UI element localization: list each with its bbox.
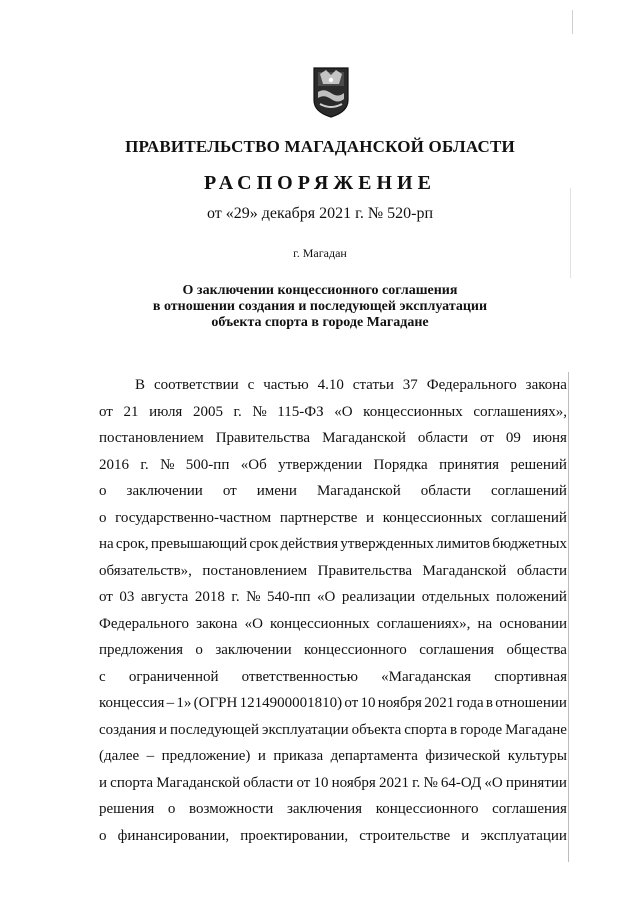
body-word: создания [99, 721, 157, 738]
body-word: 21 [123, 403, 139, 420]
body-line [99, 399, 567, 426]
body-word: отношении [495, 695, 567, 711]
body-line [99, 743, 567, 770]
body-word: – [146, 748, 155, 764]
body-word: на [99, 536, 114, 552]
body-word: в [485, 695, 493, 711]
body-word: основании [499, 615, 567, 632]
body-line [99, 505, 567, 532]
body-word: с [247, 377, 255, 393]
body-word: ноября [331, 774, 376, 791]
body-word: ответственностью [241, 668, 358, 685]
body-word: 64-ОД [440, 774, 482, 791]
body-word: 09 [505, 430, 521, 446]
body-word: 10 [360, 695, 376, 711]
body-word: предложения [99, 642, 184, 658]
body-word: культуры [507, 748, 567, 764]
body-word: от [480, 430, 494, 446]
body-word: 115-ФЗ [277, 403, 324, 420]
scan-edge-line [568, 372, 569, 862]
body-word: от [99, 403, 113, 420]
body-word: 2018 [194, 589, 225, 605]
body-word: № [423, 774, 438, 791]
body-word: заключении [126, 483, 203, 499]
body-word: финансировании, [117, 827, 230, 844]
body-word: года [456, 695, 484, 711]
body-word: и [257, 748, 266, 764]
body-word: в [450, 721, 458, 738]
body-line [99, 717, 567, 744]
body-word: 1» [176, 695, 192, 711]
body-word: и [99, 774, 108, 791]
body-line [99, 584, 567, 611]
body-word: эксплуатации [480, 827, 567, 844]
subject-line: О заключении концессионного соглашения [182, 283, 458, 298]
body-word: г. [412, 774, 421, 791]
body-word: частью [263, 377, 309, 393]
body-line [99, 478, 567, 505]
body-word: возможности [189, 801, 274, 817]
body-word: общества [506, 642, 567, 658]
body-word: заключении [215, 642, 292, 658]
body-word: 2005 [192, 403, 223, 420]
subject-line: объекта спорта в городе Магадане [211, 315, 429, 330]
body-word: 03 [119, 589, 135, 605]
scan-edge-line [572, 10, 573, 34]
body-word: принятии [505, 774, 567, 791]
body-word: имени [256, 483, 297, 499]
body-word: статьи [352, 377, 394, 393]
body-word: бюджетных [492, 536, 567, 552]
body-word: соглашений [490, 509, 567, 526]
document-type: РАСПОРЯЖЕНИЕ [204, 172, 436, 194]
body-word: о [99, 827, 107, 844]
body-word: г. [231, 589, 240, 605]
body-word: концессия [99, 695, 165, 711]
body-word: 10 [313, 774, 329, 791]
body-word: на [477, 615, 493, 632]
body-word: строительстве [359, 827, 451, 844]
body-word: соглашений [490, 483, 567, 499]
body-word: департамента [330, 748, 418, 764]
body-word: В [135, 377, 146, 393]
body-word: решения [99, 801, 155, 817]
body-word: июня [532, 430, 567, 446]
body-word: утвержденных [340, 536, 434, 552]
body-word: объекта [351, 721, 402, 738]
body-word: соглашениях», [473, 403, 567, 420]
body-word: Магаданской [322, 430, 406, 446]
body-word: от [99, 589, 113, 605]
body-word: концессионных [382, 509, 483, 526]
body-word: 1214900001810) [239, 695, 343, 711]
body-line [99, 531, 567, 558]
body-word: о [99, 509, 107, 526]
body-word: концессионных [270, 615, 370, 632]
body-word: реализации [341, 589, 416, 605]
body-word: «Магаданская [381, 668, 472, 685]
body-word: области [516, 562, 567, 579]
body-word: спорта [110, 774, 154, 791]
body-line [99, 558, 567, 585]
body-word: 2021 [378, 774, 409, 791]
body-word: области [417, 430, 469, 446]
body-word: «Об [240, 456, 267, 473]
body-word: «О [244, 615, 263, 632]
subject-line: в отношении создания и последующей эксплуатации [152, 299, 488, 314]
body-word: отдельных [421, 589, 490, 605]
body-word: срок [249, 536, 279, 552]
body-word: июля [149, 403, 183, 420]
body-word: «О [317, 589, 336, 605]
body-word: Правительства [317, 562, 413, 579]
body-word: положений [496, 589, 567, 605]
body-word: августа [140, 589, 189, 605]
body-word: спорта [404, 721, 448, 738]
body-word: принятия [439, 456, 500, 473]
body-word: Магаданской [316, 483, 401, 499]
body-word: № [252, 403, 267, 420]
body-word: ноября [377, 695, 422, 711]
document-date-number: от «29» декабря 2021 г. № 520-рп [206, 205, 434, 222]
body-word: превышающий [150, 536, 248, 552]
body-word: от [222, 483, 237, 499]
body-word: решений [510, 456, 567, 473]
body-word: 2016 [99, 456, 129, 473]
body-word: концессионных [363, 403, 463, 420]
body-word: соглашения [492, 801, 567, 817]
body-word: физической [425, 748, 501, 764]
document-subject [0, 283, 640, 331]
body-word: и [461, 827, 470, 844]
body-word: государственно-частном [115, 509, 272, 526]
body-word: соглашения [419, 642, 495, 658]
body-word: 500-пп [185, 456, 230, 473]
body-line [99, 637, 567, 664]
body-line [99, 770, 567, 797]
body-word: закона [525, 377, 567, 393]
body-word: 540-пп [266, 589, 311, 605]
body-word: г. [233, 403, 242, 420]
body-word: обязательств», [99, 562, 192, 579]
body-word: ограниченной [128, 668, 219, 685]
document-city: г. Магадан [293, 246, 347, 260]
body-word: соответствии [153, 377, 239, 393]
body-line [99, 372, 567, 399]
body-word: лимитов [436, 536, 491, 552]
body-word: с [99, 668, 106, 685]
body-word: постановлением [99, 430, 204, 446]
body-word: постановлением [202, 562, 308, 579]
body-line [99, 425, 567, 452]
body-word: спортивная [494, 668, 567, 685]
body-line [99, 664, 567, 691]
body-word: утверждении [278, 456, 363, 473]
body-word: и [366, 509, 375, 526]
body-word: о [99, 483, 107, 499]
body-line [99, 452, 567, 479]
body-word: предложение) [161, 748, 251, 764]
organization-name: ПРАВИТЕЛЬСТВО МАГАДАНСКОЙ ОБЛАСТИ [125, 137, 515, 156]
body-word: 4.10 [317, 377, 344, 393]
body-word: концессионного [304, 642, 407, 658]
body-word: 2021 [424, 695, 455, 711]
body-word: партнерстве [279, 509, 358, 526]
body-word: приказа [273, 748, 324, 764]
body-word: Магаданской [422, 562, 507, 579]
body-word: Федерального [99, 615, 190, 632]
body-word: о [195, 642, 203, 658]
body-word: области [420, 483, 471, 499]
coat-of-arms-icon [312, 66, 350, 118]
body-word: Федерального [426, 377, 517, 393]
body-word: срок, [115, 536, 149, 552]
body-word: последующей [170, 721, 260, 738]
body-word: Правительства [215, 430, 311, 446]
scan-edge-line [570, 188, 571, 278]
body-word: Магаданской [156, 774, 241, 791]
body-line [99, 690, 567, 717]
body-word: (далее [99, 748, 140, 764]
body-word: 37 [402, 377, 418, 393]
body-word: действия [280, 536, 339, 552]
body-word: «О [484, 774, 503, 791]
body-word: о [167, 801, 176, 817]
body-word: эксплуатации [262, 721, 349, 738]
body-line [99, 611, 567, 638]
body-word: и [159, 721, 168, 738]
body-word: от [296, 774, 311, 791]
body-word: проектировании, [240, 827, 349, 844]
body-line [99, 823, 567, 850]
body-word: (ОГРН [193, 695, 238, 711]
body-word: от [344, 695, 359, 711]
body-word: Магадане [505, 721, 567, 738]
body-word: концессионного [375, 801, 479, 817]
body-word: заключения [286, 801, 363, 817]
body-word: г. [140, 456, 149, 473]
body-word: области [243, 774, 294, 791]
body-word: Порядка [373, 456, 428, 473]
body-word: «О [334, 403, 353, 420]
body-word: соглашениях», [376, 615, 471, 632]
body-word: закона [196, 615, 238, 632]
body-line [99, 796, 567, 823]
body-word: городе [460, 721, 503, 738]
body-word: № [160, 456, 175, 473]
body-word: – [166, 695, 175, 711]
document-body [99, 372, 567, 849]
body-word: № [246, 589, 261, 605]
